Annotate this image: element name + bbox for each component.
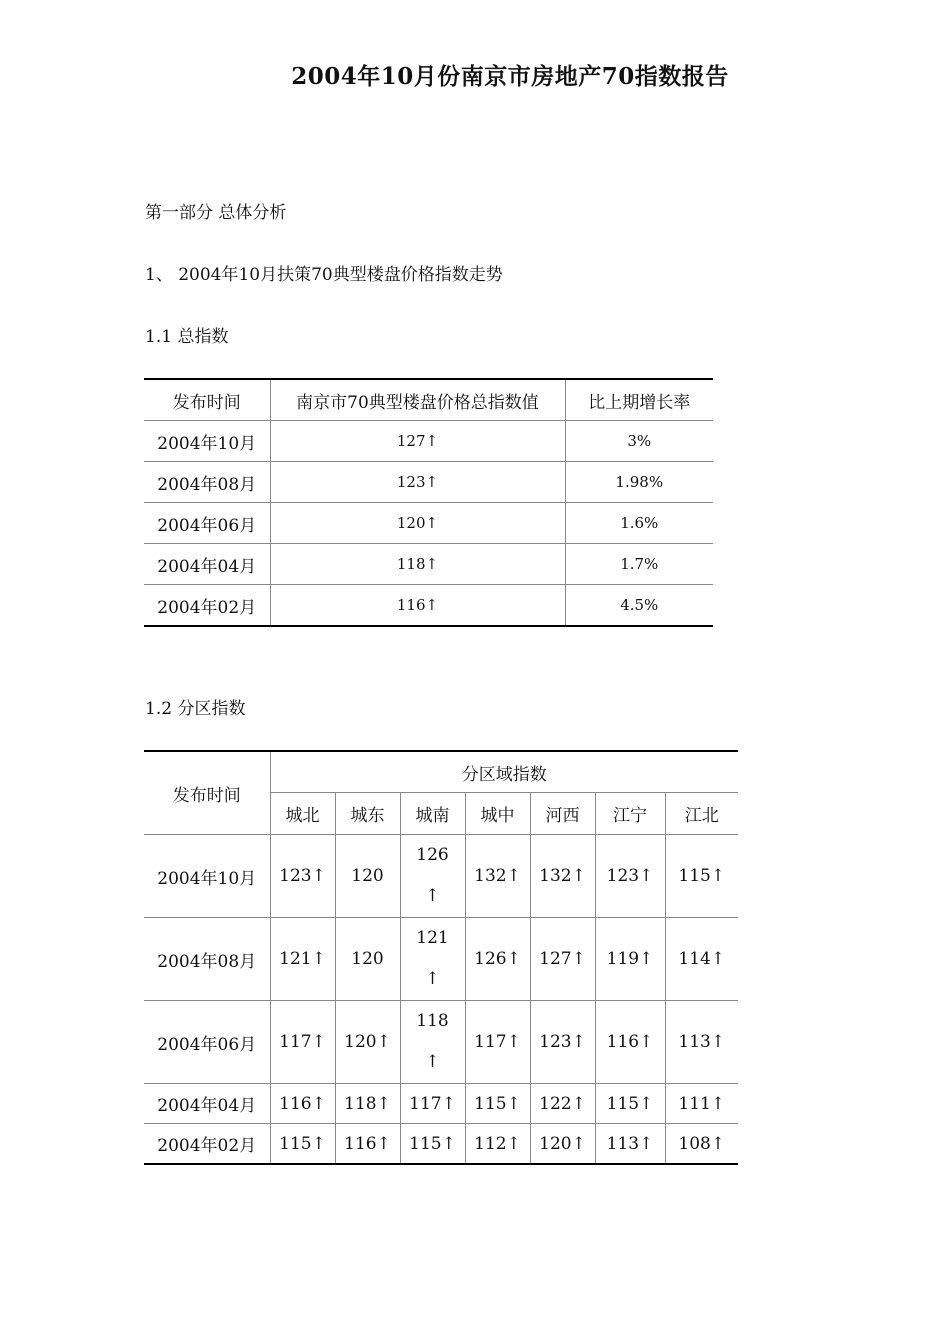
row-date: 2004年10月	[144, 421, 270, 462]
table-row	[144, 835, 738, 918]
row-date: 2004年02月	[157, 597, 257, 618]
district-value: 117↑	[465, 1001, 530, 1084]
row-index-value: 127↑	[270, 421, 565, 462]
district-value: 115↑	[595, 1084, 665, 1124]
district-value: 127↑	[530, 918, 595, 1001]
row-date: 2004年04月	[144, 544, 270, 585]
total-index-heading: 1.1 总指数	[145, 327, 229, 347]
district-value: 113↑	[595, 1124, 665, 1165]
header-district: 城南	[400, 793, 465, 835]
table-row	[144, 544, 713, 585]
district-value: 114↑	[665, 918, 738, 1001]
district-value: 108↑	[665, 1124, 738, 1165]
district-value: 115↑	[665, 835, 738, 918]
district-value: 115↑	[270, 1124, 335, 1165]
district-value: 112↑	[465, 1124, 530, 1165]
header-total-index: 南京市70典型楼盘价格总指数值	[270, 379, 565, 421]
row-date: 2004年10月	[144, 835, 270, 918]
row-date: 2004年06月	[144, 1001, 270, 1084]
district-value: 120	[335, 918, 400, 1001]
table-row	[144, 462, 713, 503]
row-date: 2004年02月	[157, 1136, 257, 1156]
district-value: 123↑	[270, 835, 335, 918]
table-header-row	[144, 751, 738, 793]
district-value: 121↑	[270, 918, 335, 1001]
header-district: 城中	[465, 793, 530, 835]
district-value: 122↑	[530, 1084, 595, 1124]
row-growth-rate: 1.7%	[565, 544, 713, 585]
row-index-value: 123↑	[270, 462, 565, 503]
district-value: 123↑	[595, 835, 665, 918]
table-row	[144, 1001, 738, 1084]
header-district: 江北	[665, 793, 738, 835]
district-value: 117↑	[270, 1001, 335, 1084]
subsection-heading: 1、 2004年10月扶策70典型楼盘价格指数走势	[145, 265, 503, 285]
row-index-value: 116↑	[270, 585, 565, 627]
table-row	[144, 585, 713, 627]
table-row	[144, 1084, 738, 1124]
header-growth-rate: 比上期增长率	[565, 379, 713, 421]
header-district: 城北	[270, 793, 335, 835]
district-value: 115↑	[400, 1124, 465, 1165]
district-value: 132↑	[530, 835, 595, 918]
header-district-group: 分区域指数	[270, 751, 738, 793]
district-value: 132↑	[465, 835, 530, 918]
row-growth-rate: 4.5%	[565, 585, 713, 627]
district-value: 120↑	[530, 1124, 595, 1165]
district-value: 116↑	[270, 1084, 335, 1124]
header-district: 江宁	[595, 793, 665, 835]
total-index-table	[144, 378, 713, 627]
row-growth-rate: 1.6%	[565, 503, 713, 544]
table-row	[144, 503, 713, 544]
district-value: 115↑	[465, 1084, 530, 1124]
district-value: 120↑	[335, 1001, 400, 1084]
row-date: 2004年08月	[144, 918, 270, 1001]
district-value: 126↑	[416, 845, 449, 906]
header-date: 发布时间	[144, 379, 270, 421]
district-index-table	[144, 750, 738, 1165]
row-date: 2004年08月	[144, 462, 270, 503]
district-value-cell	[400, 835, 465, 918]
district-value: 119↑	[595, 918, 665, 1001]
district-value: 120	[335, 835, 400, 918]
district-value: 116↑	[595, 1001, 665, 1084]
section-heading: 第一部分 总体分析	[145, 203, 287, 223]
district-value: 118↑	[416, 1011, 449, 1072]
report-title: 2004年10月份南京市房地产70指数报告	[291, 63, 729, 90]
row-index-value: 120↑	[270, 503, 565, 544]
district-value: 111↑	[665, 1084, 738, 1124]
district-value: 123↑	[530, 1001, 595, 1084]
row-growth-rate: 3%	[565, 421, 713, 462]
row-index-value: 118↑	[270, 544, 565, 585]
table-row	[144, 1124, 738, 1165]
district-value: 121↑	[416, 928, 449, 989]
district-value: 126↑	[465, 918, 530, 1001]
district-value-cell	[400, 918, 465, 1001]
district-index-heading: 1.2 分区指数	[145, 699, 246, 719]
district-value: 118↑	[335, 1084, 400, 1124]
table-row	[144, 918, 738, 1001]
district-value: 117↑	[400, 1084, 465, 1124]
row-date: 2004年04月	[144, 1084, 270, 1124]
header-district: 城东	[335, 793, 400, 835]
district-value: 113↑	[665, 1001, 738, 1084]
row-growth-rate: 1.98%	[565, 462, 713, 503]
table-header-row	[144, 379, 713, 421]
table-row	[144, 421, 713, 462]
district-value: 116↑	[335, 1124, 400, 1165]
district-value-cell	[400, 1001, 465, 1084]
header-district: 河西	[530, 793, 595, 835]
header-date: 发布时间	[144, 751, 270, 835]
row-date: 2004年06月	[144, 503, 270, 544]
